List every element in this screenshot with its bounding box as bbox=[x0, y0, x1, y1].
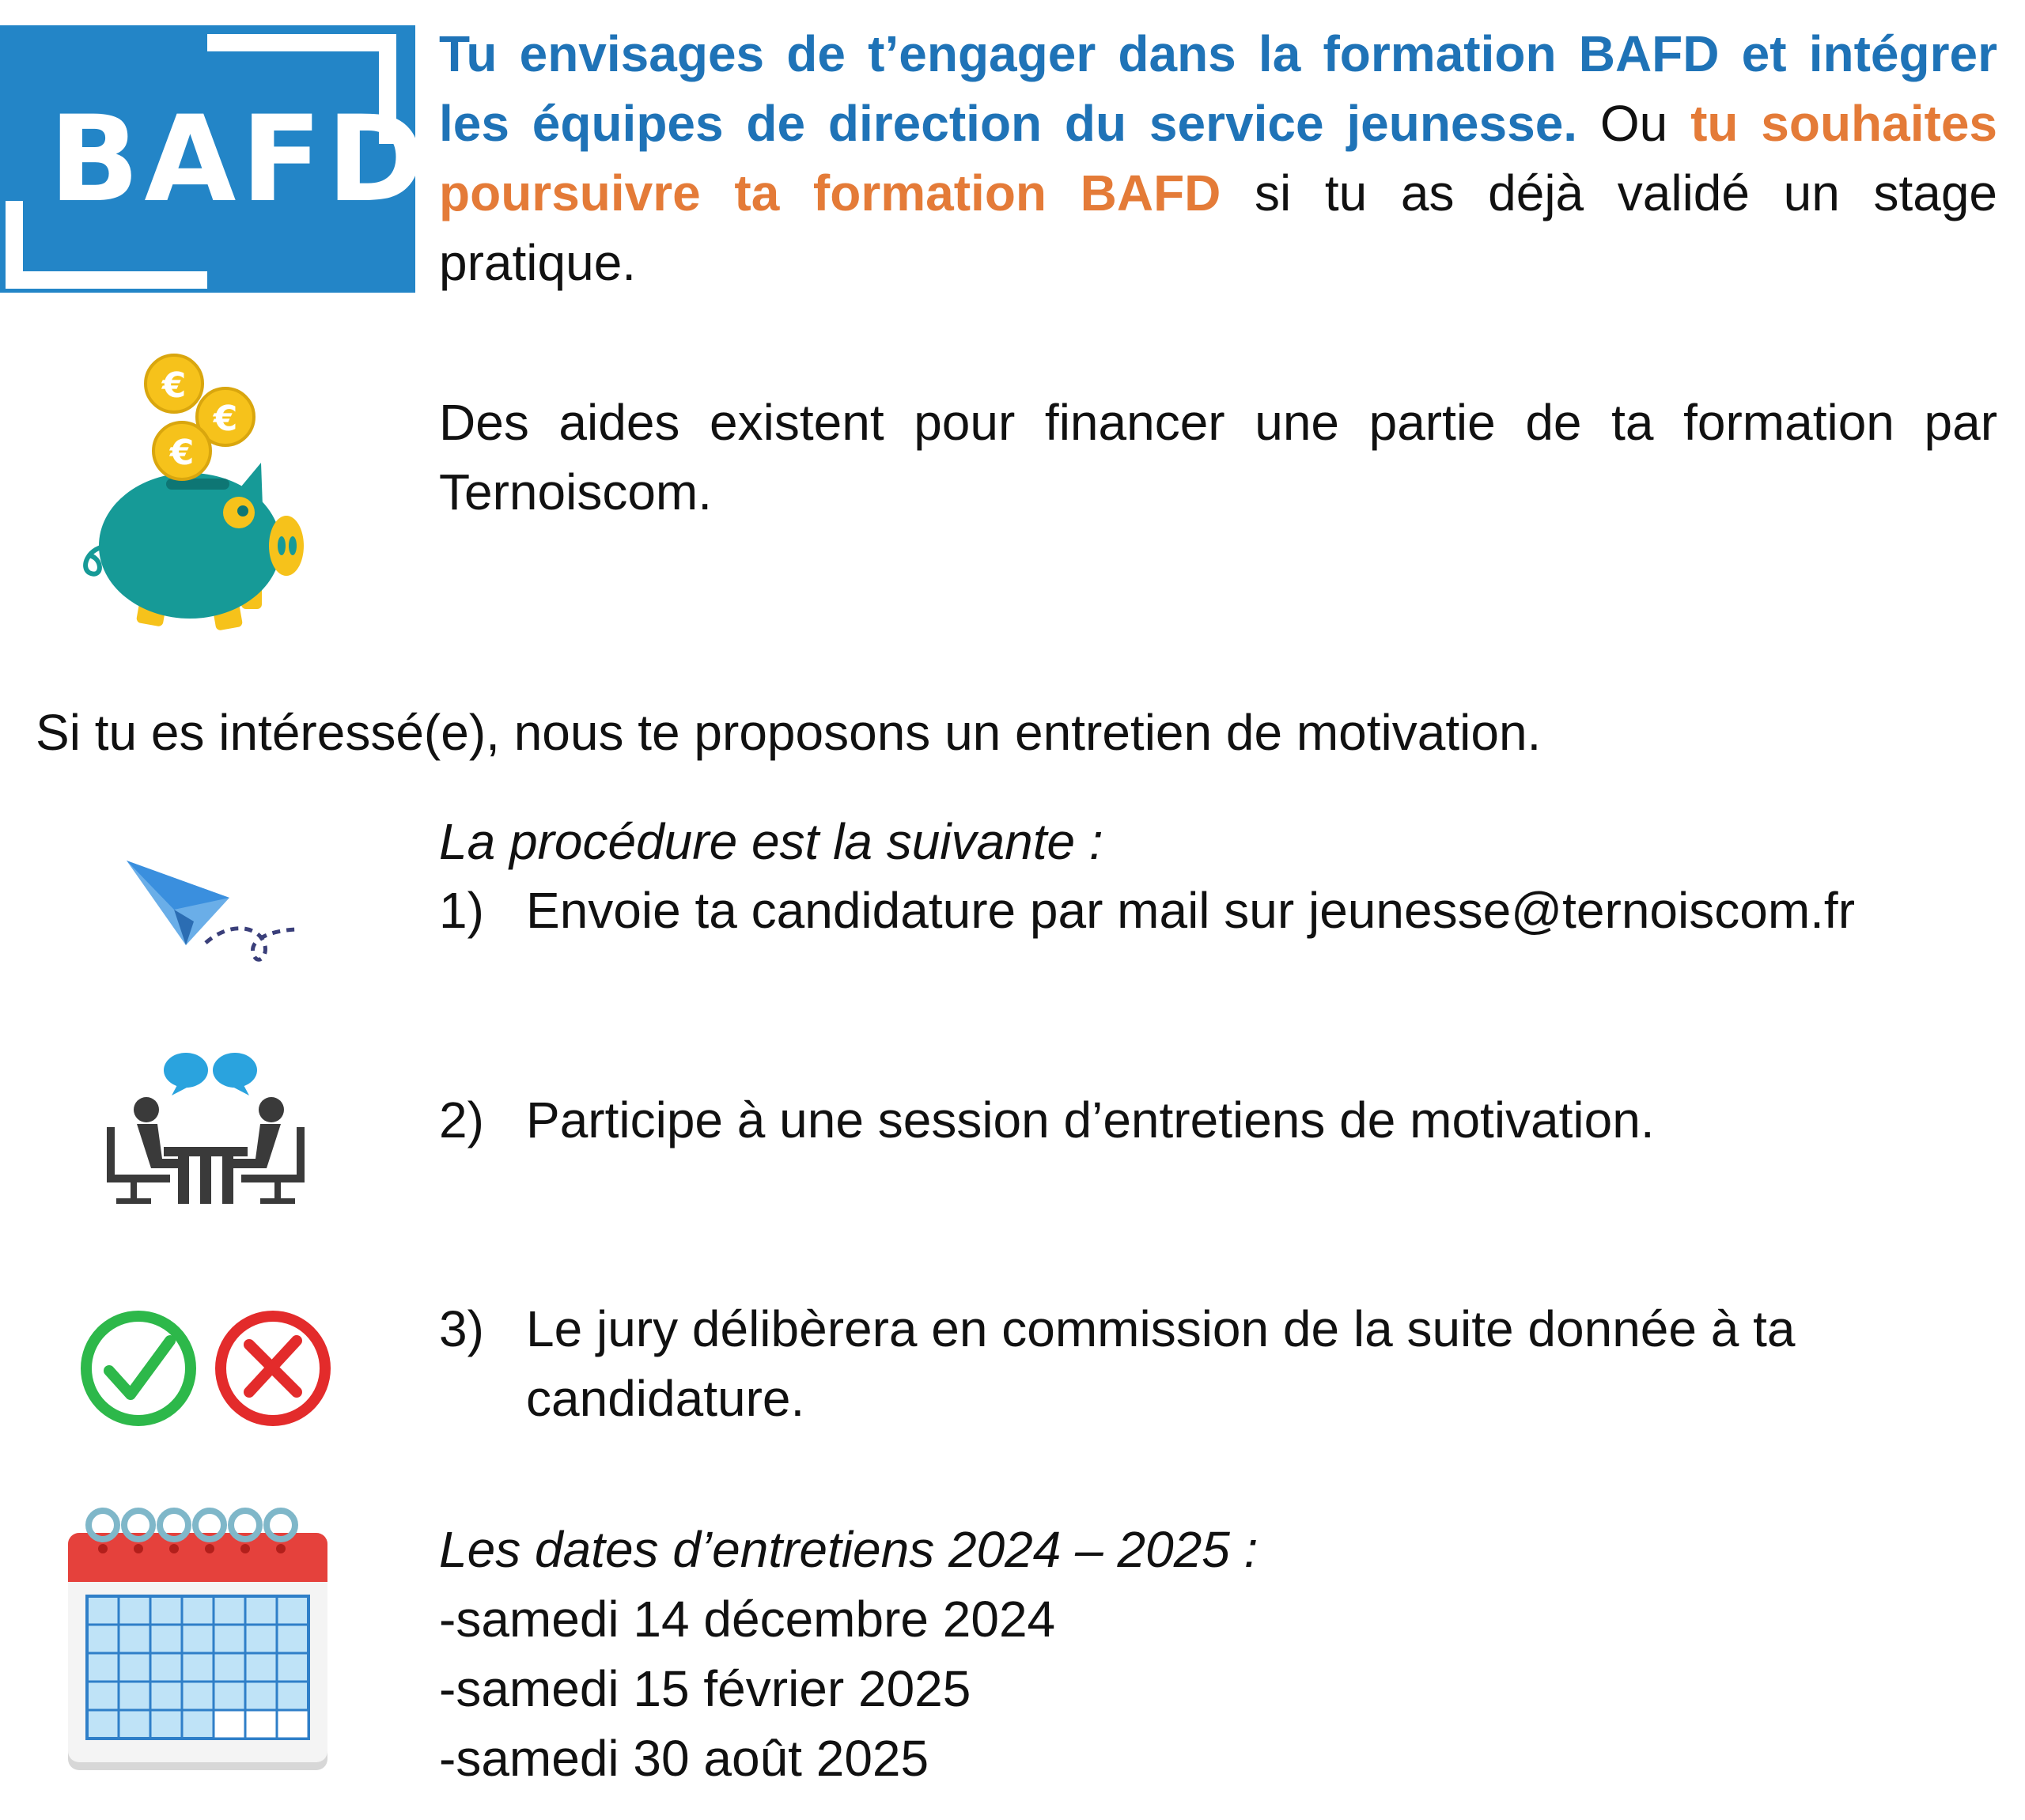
piggy-bank-icon bbox=[55, 348, 316, 641]
intro-paragraph bbox=[439, 19, 1997, 297]
logo-text: BAFD bbox=[49, 91, 430, 229]
svg-text:€: € bbox=[213, 399, 238, 439]
calendar-icon bbox=[63, 1501, 332, 1774]
date-item: -samedi 30 août 2025 bbox=[439, 1730, 929, 1787]
meeting-icon bbox=[99, 1048, 312, 1206]
step-text: Participe à une session d’entretiens de motivation. bbox=[526, 1092, 1655, 1148]
step-number: 1) bbox=[439, 882, 484, 939]
dates-title: Les dates d’entretiens 2024 – 2025 : bbox=[439, 1521, 1259, 1578]
check-icon bbox=[79, 1309, 198, 1428]
step-3 bbox=[439, 1294, 1997, 1433]
intro-blue-text: Tu envisages de t’engager dans la formation BAFD et intégrer les équipes de direction du service jeunesse. bbox=[439, 25, 1997, 152]
dates-section bbox=[439, 1515, 1942, 1793]
step-text: Envoie ta candidature par mail sur jeunesse@ternoiscom.fr bbox=[526, 882, 1855, 939]
procedure-title: La procédure est la suivante : bbox=[439, 813, 1103, 870]
coin-icon bbox=[146, 355, 202, 412]
date-item: -samedi 15 février 2025 bbox=[439, 1660, 971, 1717]
coin-icon bbox=[153, 422, 210, 479]
step-text-line1: Le jury délibèrera en commission de la suite donnée à ta bbox=[526, 1300, 1796, 1357]
intro-prefix: Ou bbox=[1599, 95, 1691, 152]
date-item: -samedi 14 décembre 2024 bbox=[439, 1591, 1056, 1648]
aid-text: Des aides existent pour financer une partie de ta formation par Ternoiscom. bbox=[439, 394, 1997, 520]
step-1 bbox=[439, 876, 2021, 945]
step-2 bbox=[439, 1085, 1997, 1155]
intro-orange-text: tu souhaites poursuivre ta formation BAFD bbox=[439, 95, 1998, 221]
step-number: 2) bbox=[439, 1092, 484, 1148]
step-text-line2: candidature. bbox=[526, 1370, 805, 1427]
svg-text:€: € bbox=[169, 433, 195, 473]
svg-text:€: € bbox=[161, 365, 187, 406]
cross-icon bbox=[214, 1309, 332, 1428]
interest-text: Si tu es intéressé(e), nous te proposons un entretien de motivation. bbox=[36, 704, 1542, 761]
intro-suffix: si tu as déjà validé un stage pratique. bbox=[439, 165, 1998, 291]
bafd-logo bbox=[0, 25, 430, 293]
paper-plane-icon bbox=[119, 854, 308, 981]
step-number: 3) bbox=[439, 1300, 484, 1357]
